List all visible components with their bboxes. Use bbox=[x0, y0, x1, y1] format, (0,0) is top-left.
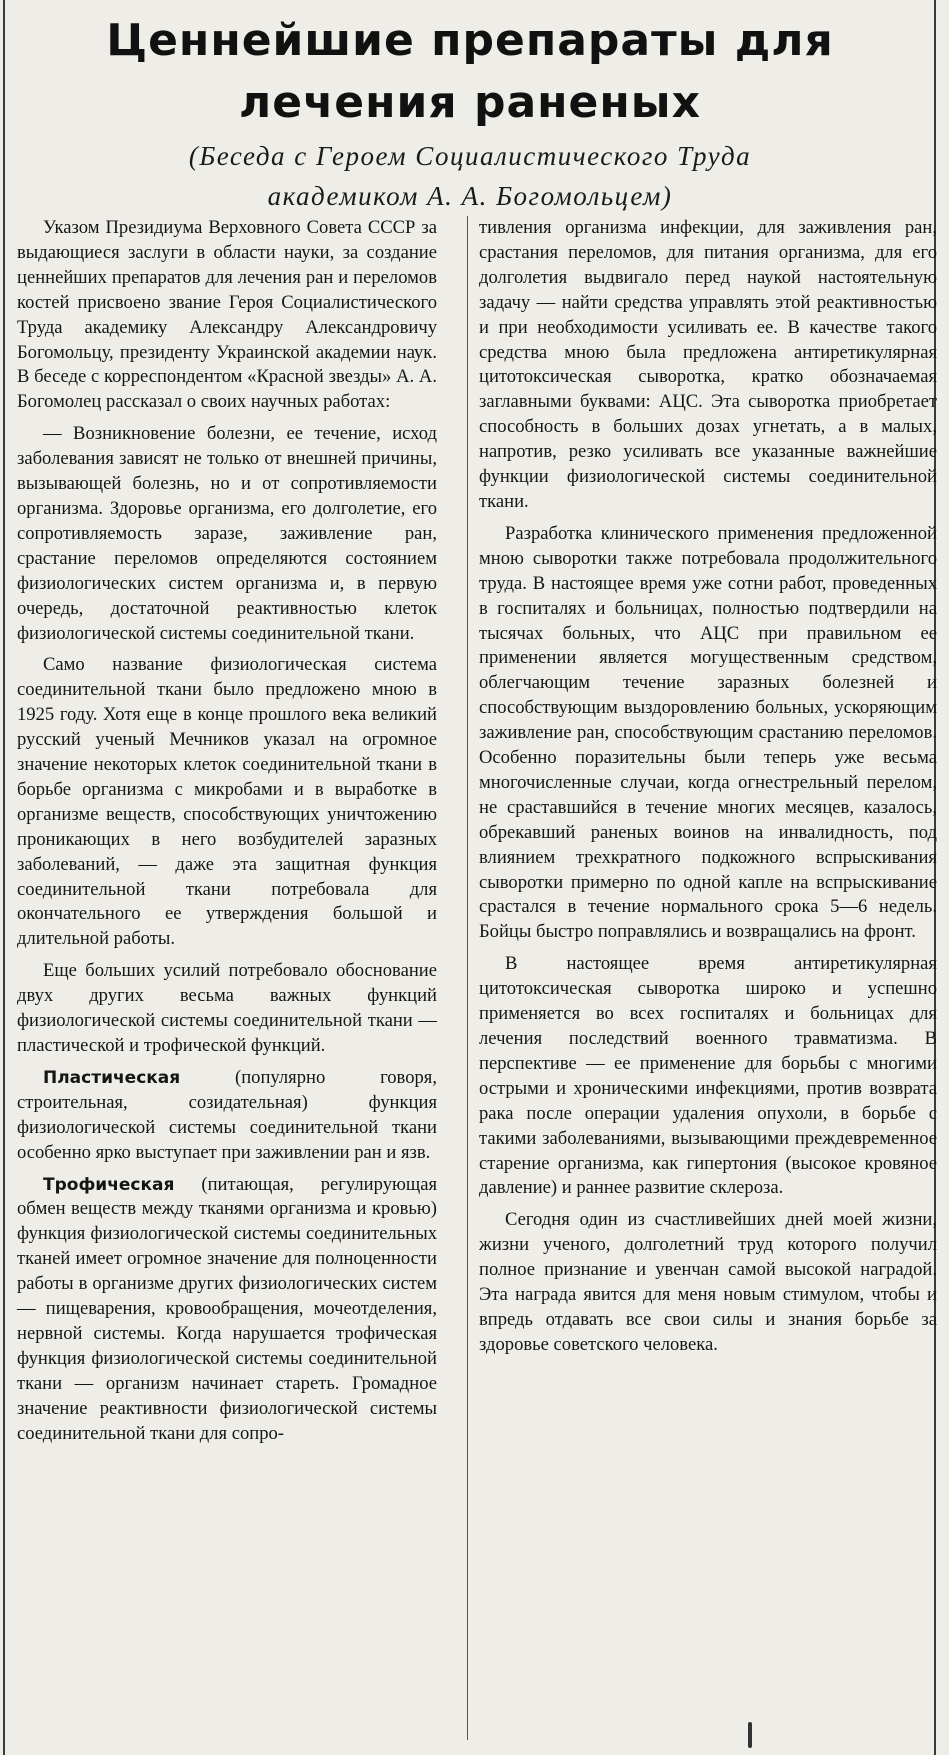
paragraph-trophic-text: (питающая, регулирующая обмен веществ между тканями организма и кровью) функция физиологической системы соединительных тканей имеет огромное значение для полноценности работы в организме других физиологических систем — пищеварения, кровообращения, мочеотделения, нервной системы. Когда нарушается трофическая функция физиологической системы соединительной ткани — организм начинает стареть. Громадное значение реактивности физиологической системы соединительной ткани для сопро- bbox=[17, 1173, 437, 1444]
headline-line-1: Ценнейшие препараты для bbox=[106, 15, 834, 66]
column-divider bbox=[467, 216, 468, 1740]
paragraph-serum: тивления организма инфекции, для заживления ран, срастания переломов, для питания организма, для его долголетия выдвигало перед наукой настоятельную задачу — найти средства управлять этой реактивностью и при необходимости усиливать ее. В качестве такого средства мною была предложена антиретикулярная цитотоксическая сыворотка, кратко обозначаемая заглавными буквами: АЦС. Эта сыворотка приобретает способность в больших дозах угнетать, а в малых, напротив, резко усиливать все указанные важнейшие функции физиологической системы соединительной ткани. bbox=[479, 217, 937, 512]
page-border-left bbox=[3, 0, 5, 1755]
paragraph-disease: — Возникновение болезни, ее течение, исход заболевания зависят не только от внешней причины, вызывающей болезнь, но и от сопротивляемости организма. Здоровье организма, его долголетие, его сопротивляемость заразе, заживление ран, срастание переломов определяются состоянием физиологических систем организма и, в первую очередь, достаточной реактивностью клеток физиологической системы соединительной ткани. bbox=[17, 423, 437, 644]
left-column bbox=[17, 216, 437, 1454]
paragraph-present: В настоящее время антиретикулярная цитотоксическая сыворотка широко и успешно применяется во всех госпиталях и больницах для лечения последствий военного травматизма. В перспективе — ее применение для борьбы с многими острыми и хроническими инфекциями, против возврата рака после операции удаления опухоли, в борьбе с такими заболеваниями, вызывающими преждевременное старение организма, как гипертония (высокое кровяное давление) и раннее развитие склероза. bbox=[479, 953, 937, 1199]
paragraph-functions: Еще больших усилий потребовало обоснование двух других весьма важных функций физиологической системы соединительной ткани — пластической и трофической функций. bbox=[17, 960, 437, 1056]
right-column bbox=[479, 216, 937, 1365]
term-plastic: Пластическая bbox=[43, 1067, 181, 1088]
paragraph-trophic bbox=[17, 1173, 437, 1447]
subheadline-line-2: академиком А. А. Богомольцем) bbox=[267, 181, 673, 211]
paragraph-plastic-text: (популярно говоря, строительная, созидательная) функция физиологической системы соединительной ткани особенно ярко выступает при заживлении ран и язв. bbox=[17, 1066, 437, 1163]
headline-line-2: лечения раненых bbox=[239, 77, 701, 128]
paragraph-plastic bbox=[17, 1066, 437, 1166]
paragraph-decree: Указом Президиума Верховного Совета СССР за выдающиеся заслуги в области науки, за создание ценнейших препаратов для лечения ран и переломов костей присвоено звание Героя Социалистического Труда академику Александру Александровичу Богомольцу, президенту Украинской академии наук. В беседе с корреспондентом «Красной звезды» А. А. Богомолец рассказал о своих научных работах: bbox=[17, 217, 437, 413]
print-speck bbox=[748, 1722, 752, 1748]
paragraph-closing: Сегодня один из счастливейших дней моей жизни, жизни ученого, долголетний труд которого получил полное признание и увенчан самой высокой наградой. Эта награда явится для меня новым стимулом, чтобы и впредь отдавать все свои силы и знания борьбе за здоровье советского человека. bbox=[479, 1209, 937, 1355]
paragraph-clinical: Разработка клинического применения предложенной мною сыворотки также потребовала продолжительного труда. В настоящее время уже сотни работ, проведенных в госпиталях и больницах, полностью подтвердили на тысячах больных, что АЦС при правильном ее применении является могущественным средством, облегчающим течение заразных болезней и способствующим выздоровлению больных, ускоряющим заживление ран, способствующим срастанию переломов. Особенно поразительны были теперь уже весьма многочисленные случаи, когда огнестрельный перелом, не сраставшийся в течение многих месяцев, казалось, обрекавший раненых воинов на инвалидность, под влиянием трехкратного подкожного вспрыскивания сыворотки примерно по одной капле на вспрыскивание срастался в течение нормального срока 5—6 недель. Бойцы быстро поправлялись и возвращались на фронт. bbox=[479, 522, 937, 943]
article-header bbox=[10, 10, 930, 214]
term-trophic: Трофическая bbox=[43, 1174, 175, 1195]
paragraph-system-name: Само название физиологическая система соединительной ткани было предложено мною в 1925 году. Хотя еще в конце прошлого века великий русский ученый Мечников указал на огромное значение некоторых клеток соединительной ткани в борьбе организма с микробами и в выработке в организме веществ, способствующих уничтожению проникающих в него возбудителей заразных заболеваний, — даже эта защитная функция соединительной ткани потребовала для окончательного ее утверждения большой и длительной работы. bbox=[17, 654, 437, 950]
subheadline-line-1: (Беседа с Героем Социалистического Труда bbox=[188, 141, 752, 171]
